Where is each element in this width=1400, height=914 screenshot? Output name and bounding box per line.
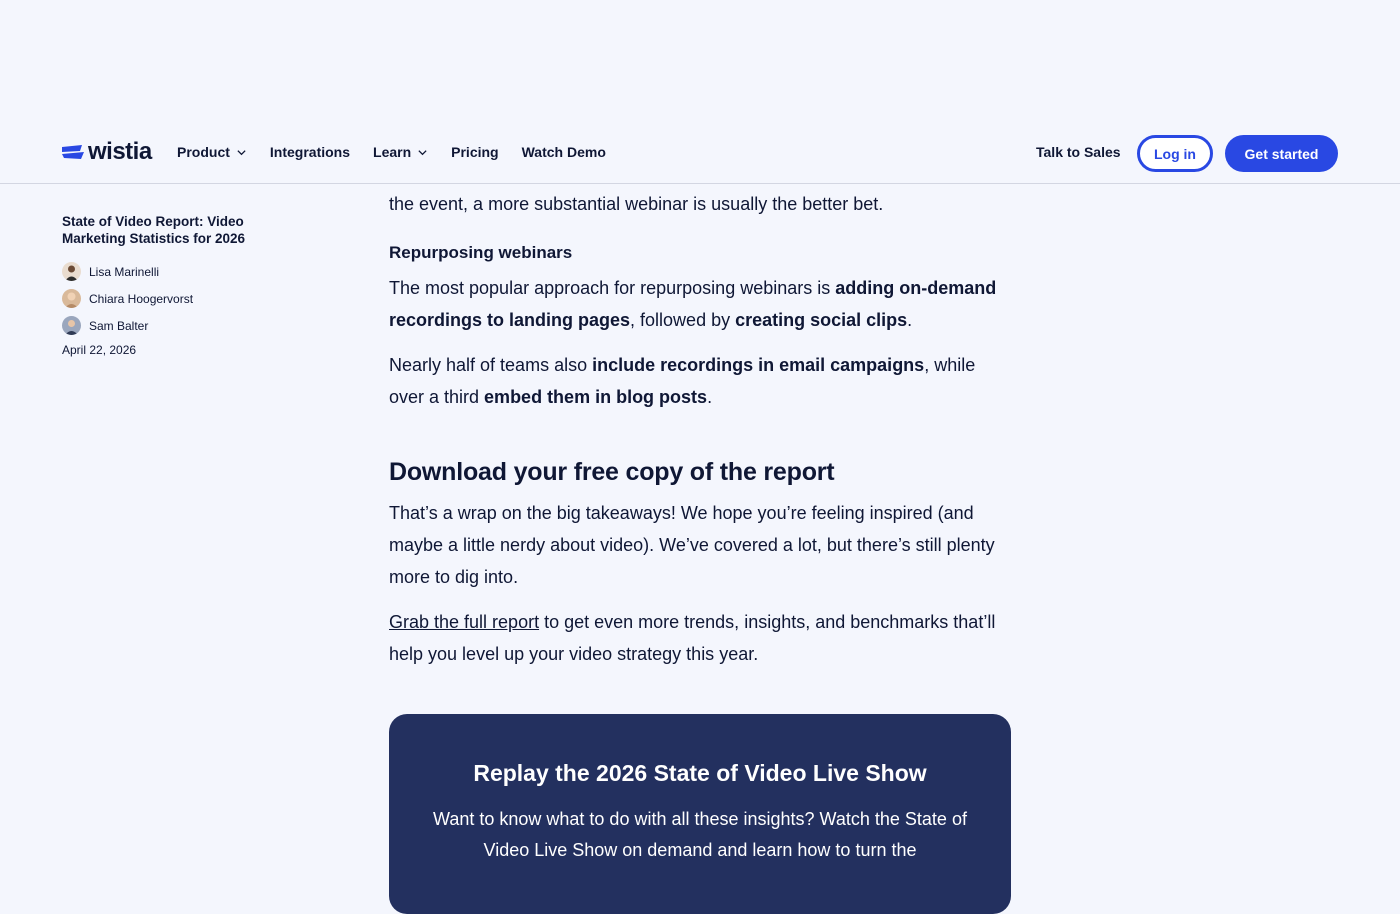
- chevron-down-icon: [417, 147, 428, 158]
- nav-integrations-label: Integrations: [269, 144, 351, 160]
- avatar: [62, 262, 81, 281]
- nav-pricing[interactable]: [451, 144, 498, 160]
- avatar: [62, 316, 81, 335]
- chevron-down-icon: [236, 147, 247, 158]
- nav-product[interactable]: [177, 144, 247, 160]
- paragraph: the event, a more substantial webinar is usually the better bet.: [389, 194, 884, 214]
- paragraph: Grab the full report to get even more trends, insights, and benchmarks that’ll help you level up your video strategy this year.: [389, 612, 996, 664]
- article-sidebar: [62, 213, 292, 357]
- avatar: [62, 289, 81, 308]
- paragraph: That’s a wrap on the big takeaways! We hope you’re feeling inspired (and maybe a little nerdy about video). We’ve covered a lot, but there’s still plenty more to dig into.: [389, 503, 995, 587]
- author-name: Chiara Hoogervorst: [89, 291, 194, 306]
- author-name: Sam Balter: [89, 318, 149, 333]
- section-heading-download: Download your free copy of the report: [389, 458, 835, 486]
- author-item: [62, 262, 292, 281]
- publish-date: April 22, 2026: [62, 343, 137, 357]
- author-item: [62, 316, 292, 335]
- sidebar-article-title[interactable]: State of Video Report: Video Marketing Statistics for 2026: [62, 214, 246, 246]
- paragraph: The most popular approach for repurposing webinars is adding on-demand recordings to landing pages, followed by creating social clips.: [389, 278, 997, 330]
- top-navigation: [0, 122, 1400, 184]
- article-body: [389, 188, 999, 670]
- login-button[interactable]: Log in: [1137, 135, 1213, 172]
- full-report-link[interactable]: Grab the full report: [389, 612, 540, 632]
- wistia-mark-icon: [62, 145, 84, 159]
- get-started-button[interactable]: Get started: [1225, 135, 1338, 172]
- nav-pricing-label: Pricing: [451, 144, 499, 160]
- author-item: [62, 289, 292, 308]
- author-name: Lisa Marinelli: [89, 264, 160, 279]
- nav-learn[interactable]: [373, 144, 428, 160]
- promo-text: Want to know what to do with all these insights? Watch the State of Video Live Show on demand and learn how to turn the: [433, 809, 967, 860]
- promo-title: Replay the 2026 State of Video Live Show: [473, 760, 927, 786]
- live-show-promo-card: [389, 714, 1011, 914]
- primary-nav-links: [177, 144, 629, 160]
- nav-watch-demo[interactable]: [522, 144, 606, 160]
- wistia-logo[interactable]: [62, 140, 152, 164]
- paragraph: Nearly half of teams also include recordings in email campaigns, while over a third embed them in blog posts.: [389, 355, 976, 407]
- logo-wordmark: wistia: [88, 138, 152, 165]
- nav-integrations[interactable]: [270, 144, 350, 160]
- nav-learn-label: Learn: [373, 144, 412, 160]
- talk-to-sales-link[interactable]: Talk to Sales: [1036, 144, 1121, 160]
- nav-watch-demo-label: Watch Demo: [521, 144, 606, 160]
- nav-product-label: Product: [177, 144, 230, 160]
- section-heading-repurposing: Repurposing webinars: [389, 243, 573, 262]
